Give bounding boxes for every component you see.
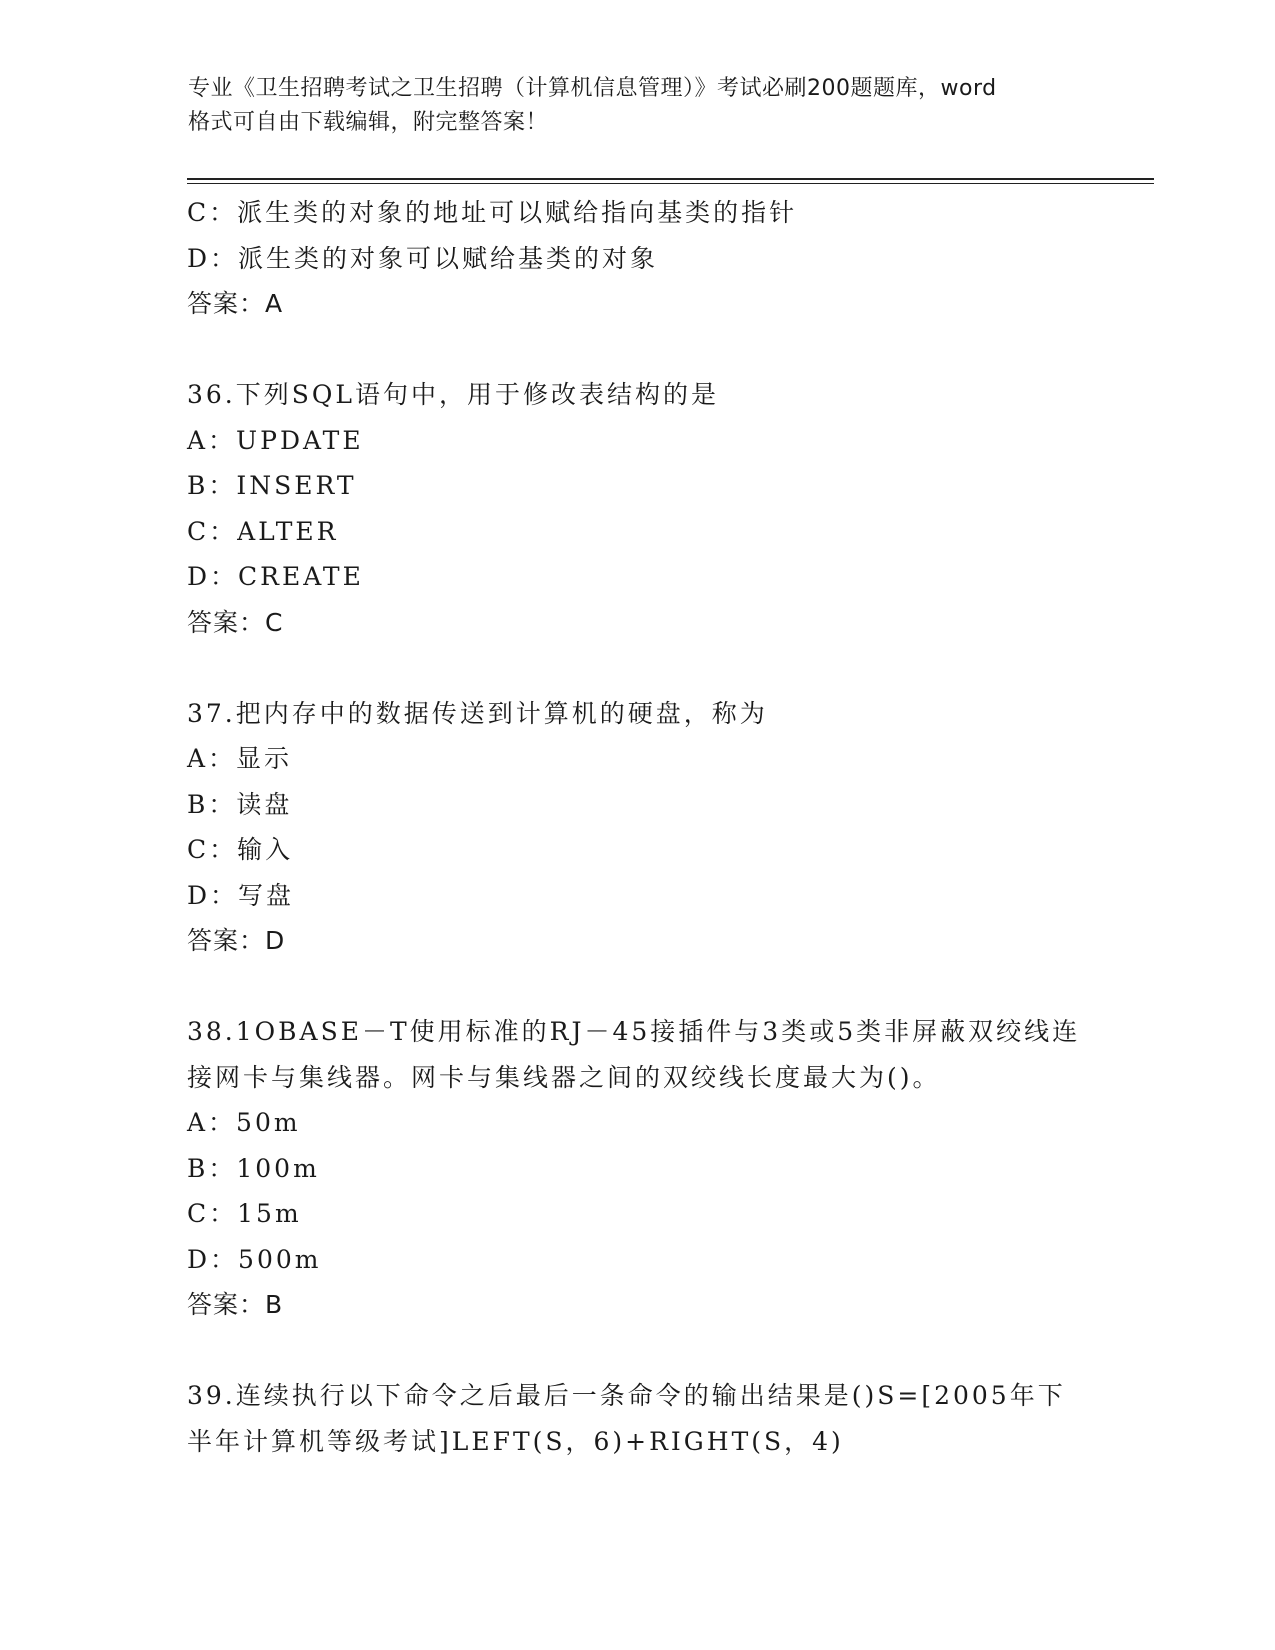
option-a: A：显示: [187, 744, 293, 773]
document-body: [187, 190, 1087, 1464]
header-divider: [187, 178, 1154, 180]
option-a: A：UPDATE: [187, 425, 364, 455]
question-block: [187, 1373, 1087, 1464]
question-block: [187, 691, 1087, 964]
question-block: [187, 1009, 1087, 1328]
option-c: C：输入: [187, 835, 294, 864]
option-a: A：50m: [187, 1108, 301, 1137]
option-c: C：15m: [187, 1199, 302, 1228]
prev-question-block: [187, 190, 1087, 327]
option-b: B：100m: [187, 1153, 320, 1183]
option-d: D：CREATE: [187, 562, 364, 591]
question-text: 37.把内存中的数据传送到计算机的硬盘，称为: [187, 698, 768, 728]
header-title-line-2: 格式可自由下载编辑，附完整答案！: [188, 110, 549, 135]
answer-line: 答案：C: [187, 607, 284, 637]
option-d: D：写盘: [187, 880, 295, 910]
answer-line: 答案：B: [187, 1290, 284, 1319]
header-title-line-1: 专业《卫生招聘考试之卫生招聘（计算机信息管理）》考试必刷200题题库，word: [188, 76, 997, 101]
header-divider-thin: [187, 183, 1154, 184]
option-b: B：INSERT: [187, 471, 357, 500]
answer-line: 答案：D: [187, 926, 286, 955]
option-c: C：ALTER: [187, 516, 339, 546]
spacer: [187, 327, 1087, 373]
answer-line: 答案：A: [187, 289, 284, 318]
document-header: [188, 72, 1088, 140]
option-b: B：读盘: [187, 789, 293, 819]
spacer: [187, 645, 1087, 691]
spacer: [187, 1328, 1087, 1374]
option-d: D：派生类的对象可以赋给基类的对象: [187, 243, 659, 273]
option-c: C：派生类的对象的地址可以赋给指向基类的指针: [187, 198, 798, 227]
spacer: [187, 964, 1087, 1010]
question-block: [187, 372, 1087, 645]
question-text: 36.下列SQL语句中，用于修改表结构的是: [187, 380, 719, 409]
option-d: D：500m: [187, 1244, 322, 1274]
question-text: 38.1OBASE－T使用标准的RJ－45接插件与3类或5类非屏蔽双绞线连接网卡与集线器。网卡与集线器之间的双绞线长度最大为()。: [187, 1017, 1081, 1092]
question-text: 39.连续执行以下命令之后最后一条命令的输出结果是()S=[2005年下半年计算机等级考试]LEFT(S，6)+RIGHT(S，4): [187, 1381, 1066, 1456]
